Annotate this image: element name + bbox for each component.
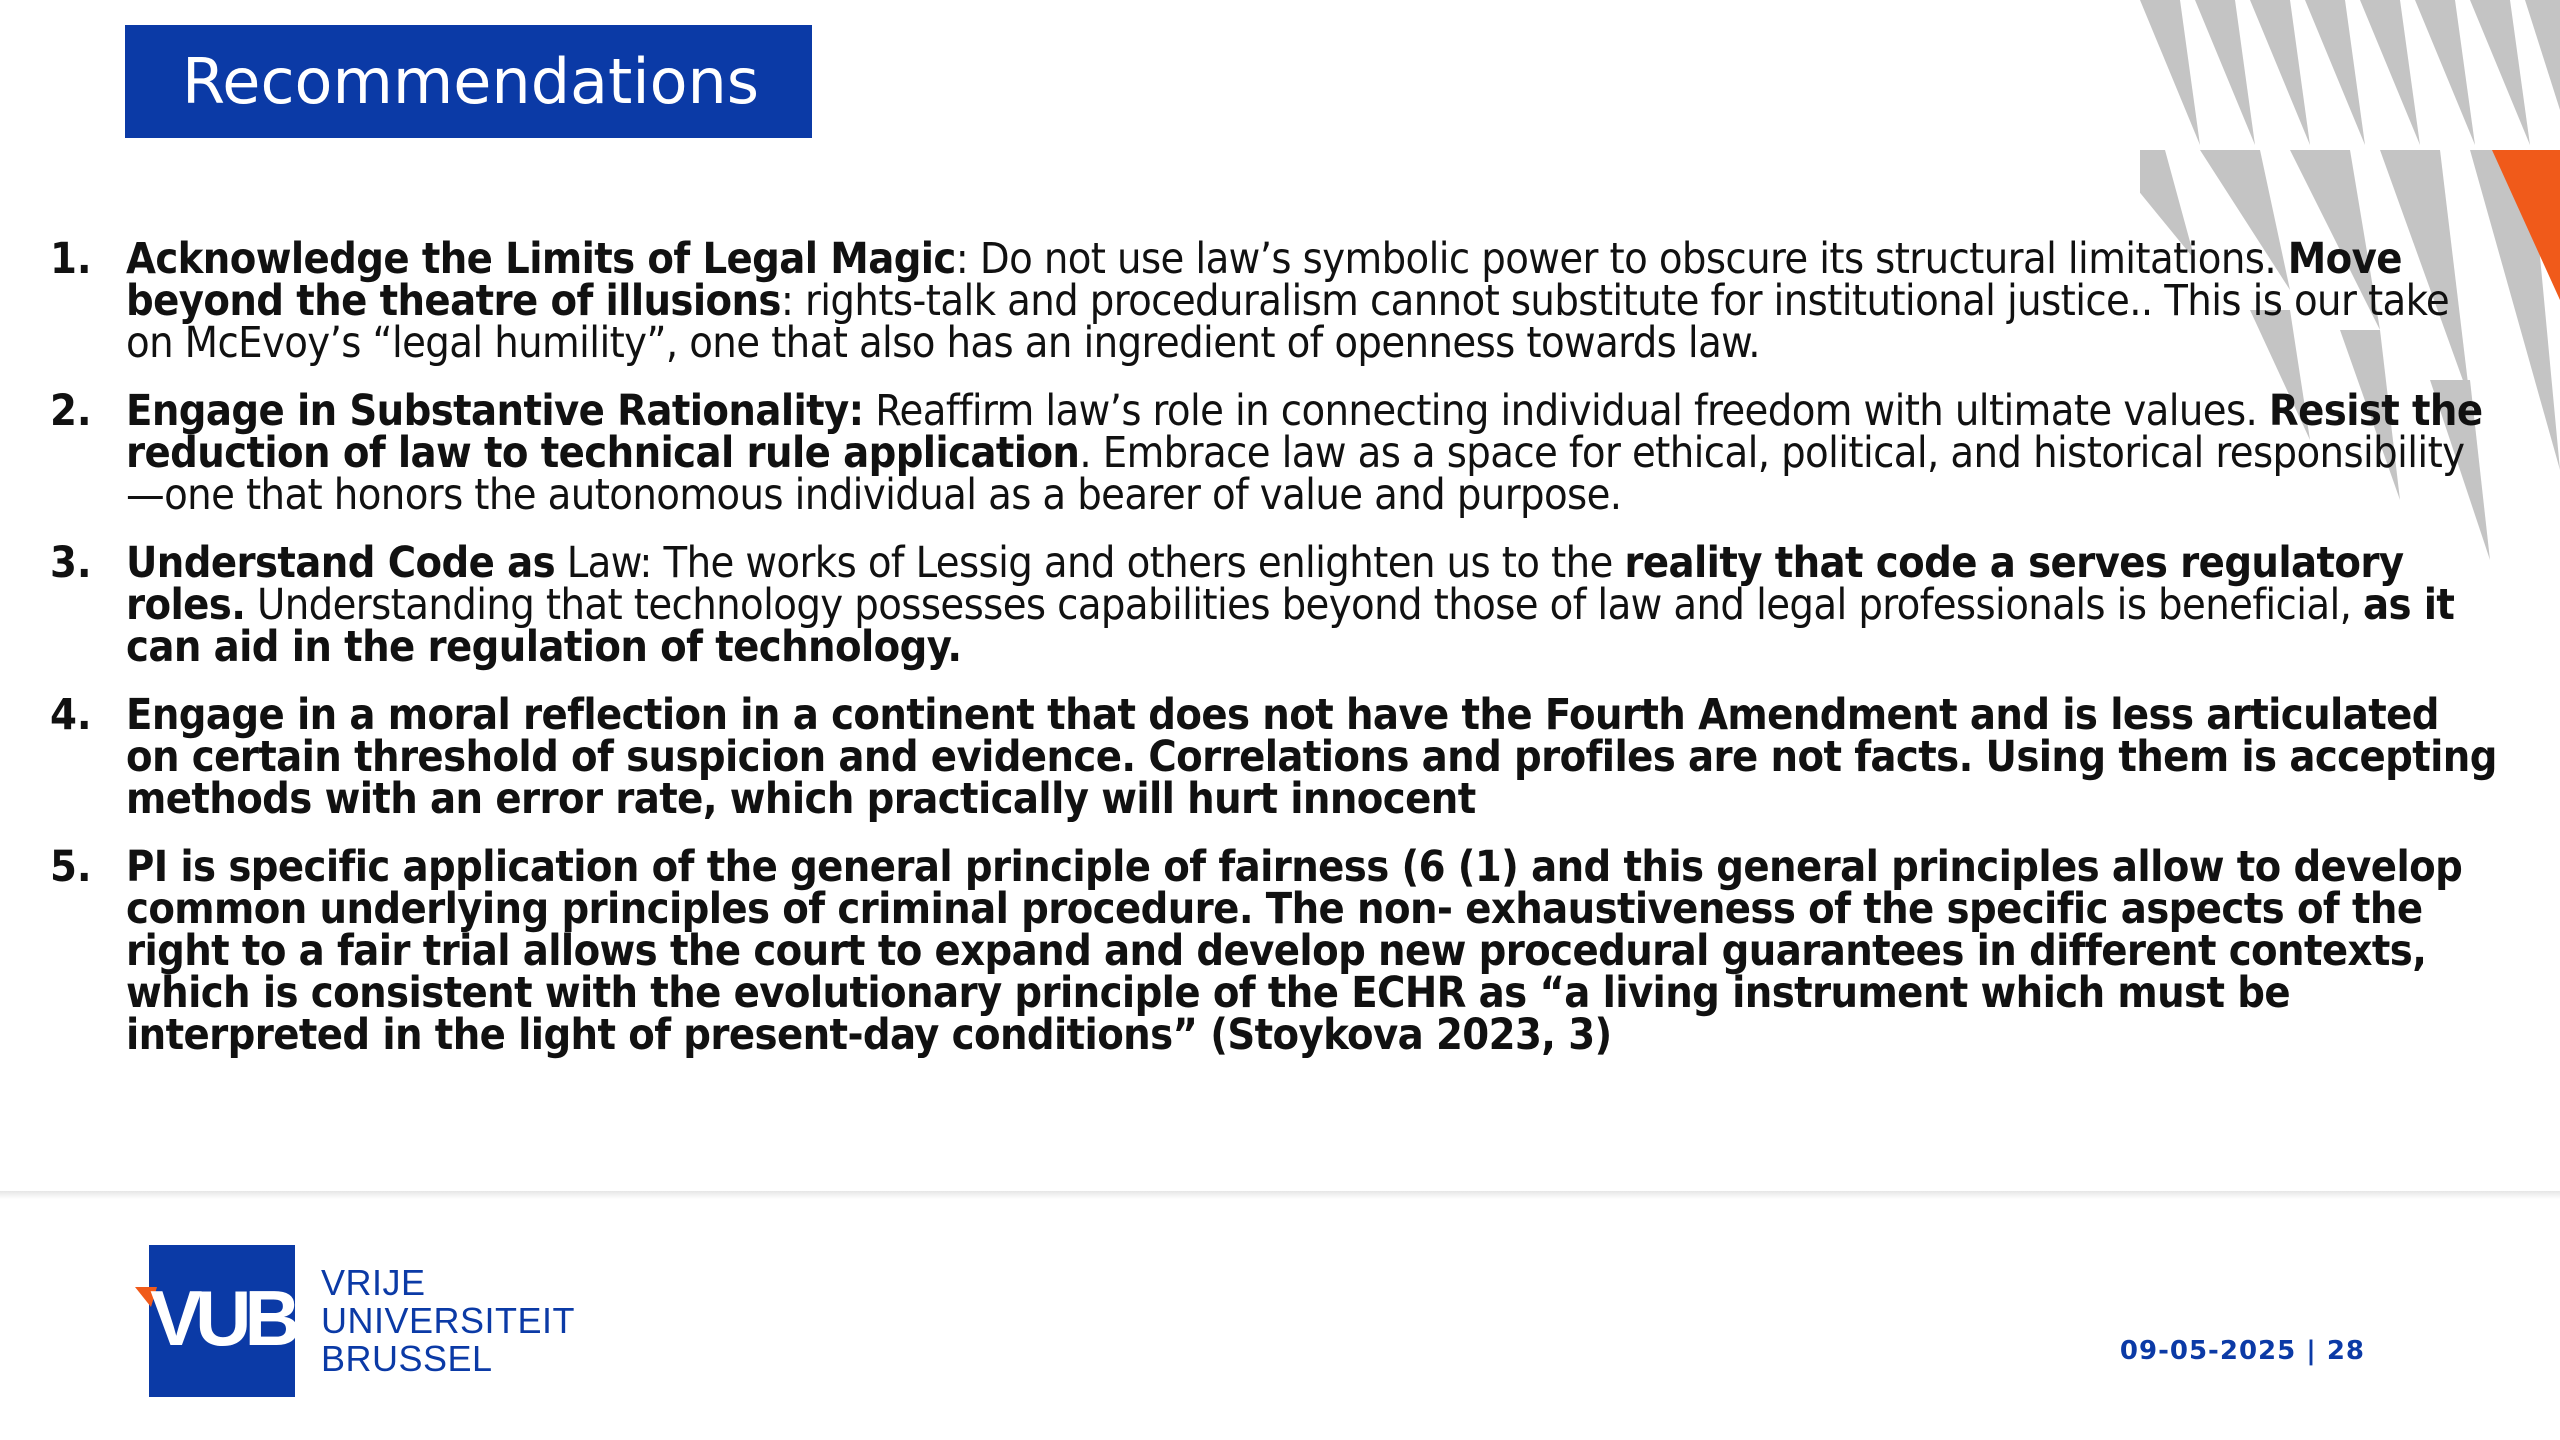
recommendation-item — [50, 386, 2500, 520]
slide-title: Recommendations — [182, 45, 760, 118]
university-name — [321, 1264, 575, 1378]
vub-logo-mark — [135, 1245, 305, 1397]
recommendation-number: 3. — [50, 538, 92, 588]
recommendation-number: 1. — [50, 234, 92, 284]
recommendation-bold-text: Understand Code as — [126, 538, 556, 588]
recommendation-item — [50, 234, 2500, 368]
decor-triangle — [2195, 0, 2255, 145]
recommendation-plain-text: : Do not use law’s symbolic power to obscure its structural limitations. — [955, 234, 2288, 284]
recommendation-number: 5. — [50, 842, 92, 892]
recommendation-bold-text: reality that code a serves regulatory roles. — [126, 538, 2404, 630]
decor-triangle — [2140, 0, 2200, 145]
recommendation-bold-text: Acknowledge the Limits of Legal Magic — [126, 234, 956, 284]
decor-triangle — [2250, 0, 2310, 145]
university-name-line: VRIJE — [321, 1262, 426, 1303]
recommendation-number: 2. — [50, 386, 92, 436]
university-name-line: UNIVERSITEIT — [321, 1300, 576, 1341]
title-banner — [125, 25, 812, 138]
recommendation-bold-text: Move beyond the theatre of illusions — [126, 234, 2402, 326]
recommendation-plain-text: Law: The works of Lessig and others enlighten us to the — [555, 538, 1625, 588]
recommendation-text — [126, 690, 2500, 824]
recommendation-plain-text: Reaffirm law’s role in connecting individual freedom with ultimate values. — [863, 386, 2269, 436]
recommendation-bold-text: Engage in Substantive Rationality: — [126, 386, 864, 436]
university-name-line: BRUSSEL — [321, 1338, 493, 1379]
recommendation-plain-text: : rights-talk and proceduralism cannot substitute for institutional justice.. This is our take on McEvoy’s “legal humility”, one that also has an ingredient of openness towards law. — [126, 276, 2450, 368]
recommendation-text — [126, 842, 2500, 1060]
recommendation-text — [126, 234, 2500, 368]
recommendation-item — [50, 842, 2500, 1060]
decor-triangle — [2360, 0, 2420, 145]
recommendation-bold-text: Resist the reduction of law to technical rule application — [126, 386, 2483, 478]
recommendation-plain-text: Understanding that technology possesses capabilities beyond those of law and legal professionals is beneficial, — [245, 580, 2363, 630]
recommendation-item — [50, 690, 2500, 824]
decor-triangle — [2470, 0, 2530, 145]
decor-triangle — [2415, 0, 2475, 145]
decor-triangle — [2525, 0, 2560, 110]
recommendation-number: 4. — [50, 690, 92, 740]
recommendation-item — [50, 538, 2500, 672]
recommendation-text — [126, 386, 2500, 520]
recommendation-plain-text: . Embrace law as a space for ethical, political, and historical responsibility—one that honors the autonomous individual as a bearer of value and purpose. — [126, 428, 2465, 520]
recommendation-text — [126, 538, 2500, 672]
vub-logo — [135, 1245, 575, 1397]
decor-triangle — [2305, 0, 2365, 145]
footer-divider — [0, 1191, 2560, 1199]
recommendation-bold-text: as it can aid in the regulation of technology. — [126, 580, 2455, 672]
svg-text:VUB: VUB — [150, 1274, 294, 1362]
date-and-page-number: 09-05-2025 | 28 — [2119, 1336, 2365, 1366]
recommendation-bold-text: Engage in a moral reflection in a continent that does not have the Fourth Amendment and is less articulated on certain threshold of suspicion and evidence. Correlations and profiles are not facts. Using them is accepting methods with an error rate, which practically will hurt innocent — [126, 690, 2497, 824]
recommendations-list — [50, 234, 2500, 1082]
recommendation-bold-text: PI is specific application of the general principle of fairness (6 (1) and this general principles allow to develop common underlying principles of criminal procedure. The non- exhaustiveness of the specific aspects of the right to a fair trial allows the court to expand and develop new procedural guarantees in different contexts, which is consistent with the evolutionary principle of the ECHR as “a living instrument which must be interpreted in the light of present-day conditions” (Stoykova 2023, 3) — [126, 842, 2463, 1060]
